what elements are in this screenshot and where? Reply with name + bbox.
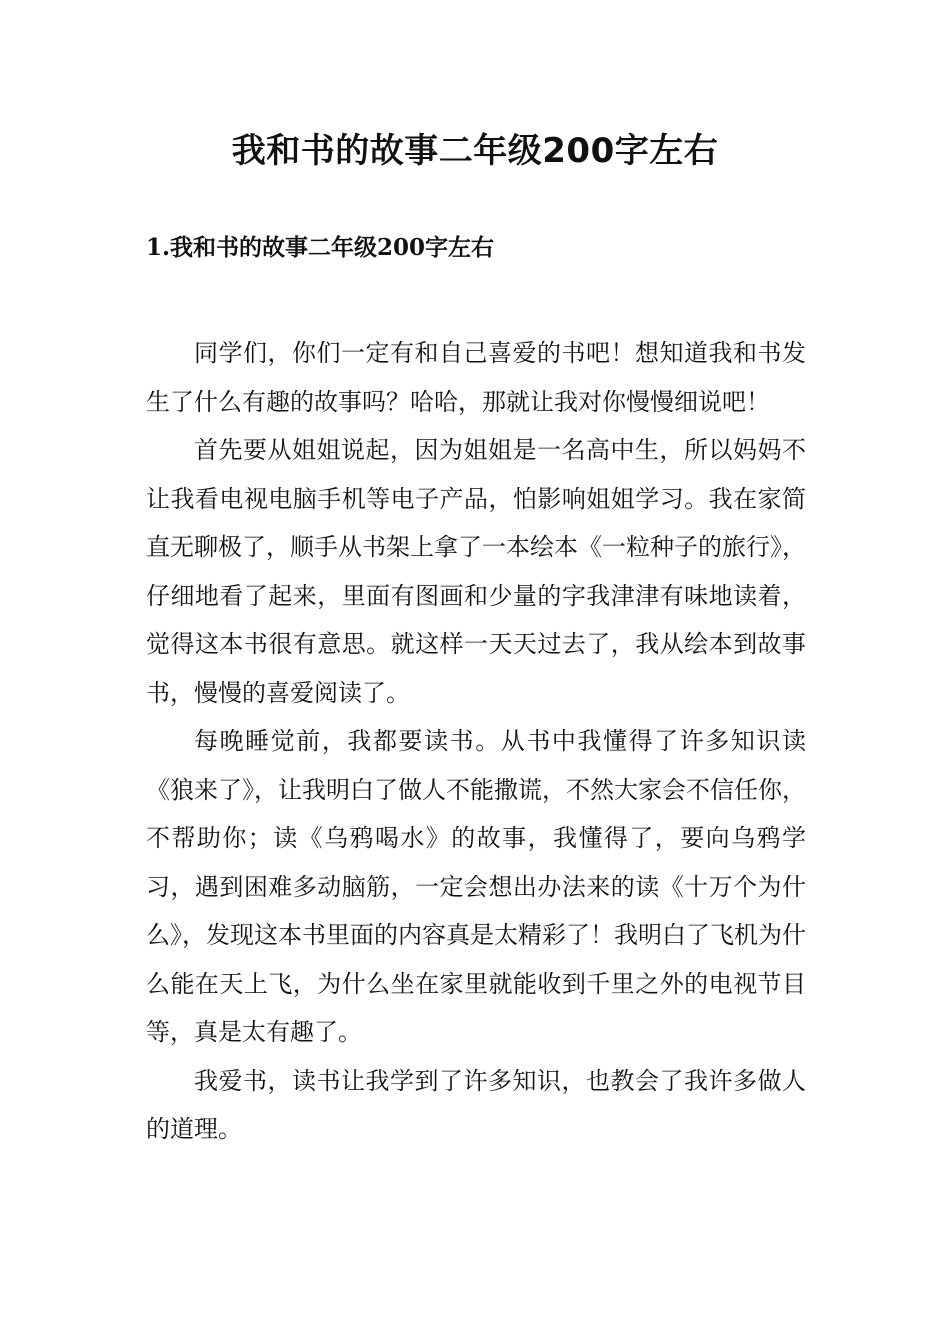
paragraph: 同学们，你们一定有和自己喜爱的书吧！想知道我和书发生了什么有趣的故事吗？哈哈，那就让我对你慢慢细说吧！ (146, 339, 806, 416)
paragraph: 每晚睡觉前，我都要读书。从书中我懂得了许多知识读《狼来了》，让我明白了做人不能撒谎，不然大家会不信任你，不帮助你；读《乌鸦喝水》的故事，我懂得了，要向乌鸦学习，遇到困难多动脑筋，一定会想出办法来的读《十万个为什么》，发现这本书里面的内容真是太精彩了！我明白了飞机为什么能在天上飞，为什么坐在家里就能收到千里之外的电视节目等，真是太有趣了。 (146, 727, 806, 1046)
paragraph: 我爱书，读书让我学到了许多知识，也教会了我许多做人的道理。 (146, 1066, 806, 1143)
section-heading: 1.我和书的故事二年级200字左右 (146, 234, 495, 261)
article-body (146, 329, 806, 1154)
paragraph: 首先要从姐姐说起，因为姐姐是一名高中生，所以妈妈不让我看电视电脑手机等电子产品，怕影响姐姐学习。我在家简直无聊极了，顺手从书架上拿了一本绘本《一粒种子的旅行》，仔细地看了起来，里面有图画和少量的字我津津有味地读着，觉得这本书很有意思。就这样一天天过去了，我从绘本到故事书，慢慢的喜爱阅读了。 (146, 436, 806, 707)
document-title: 我和书的故事二年级200字左右 (231, 131, 719, 171)
